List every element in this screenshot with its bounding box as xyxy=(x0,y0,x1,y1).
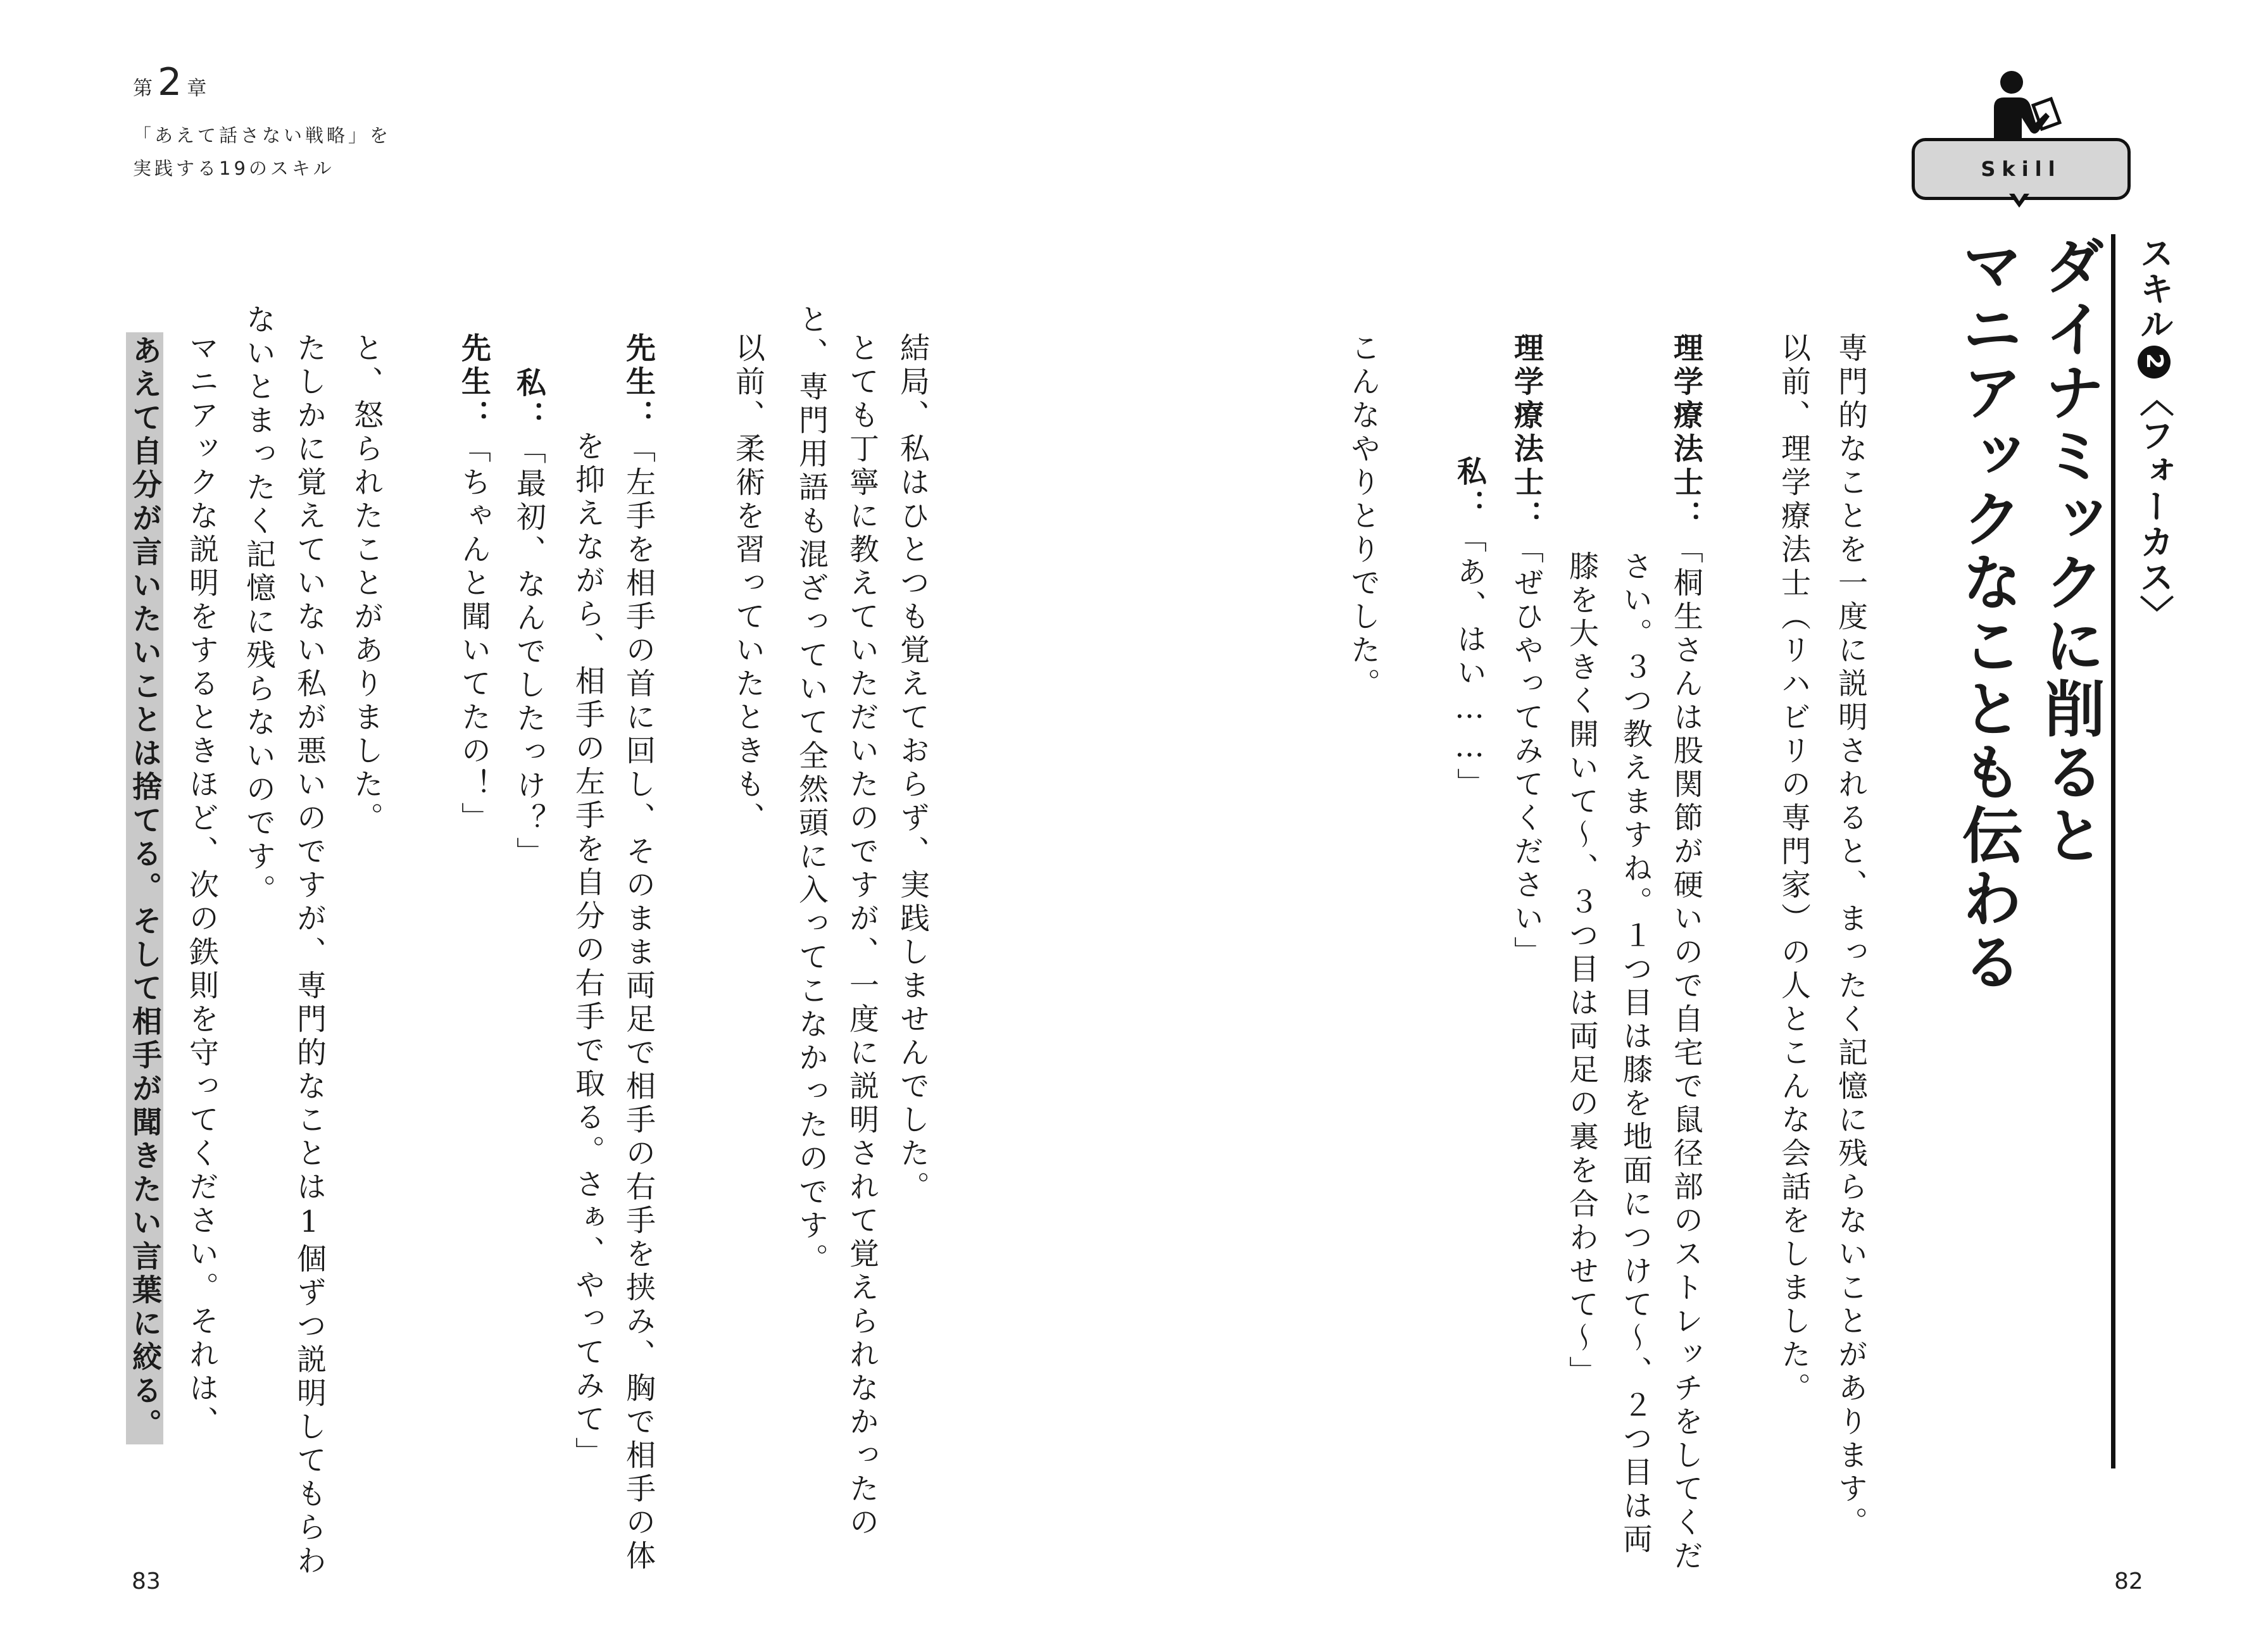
dialogue-teacher-1-cont: を抑えながら、相手の左手を自分の右手で取る。さぁ、やってみて」 xyxy=(570,430,605,1470)
paragraph-p8: マニアックな説明をするときほど、次の鉄則を守ってください。それは、 xyxy=(184,332,219,1439)
chapter-subtitle-line2: 実践する19のスキル xyxy=(133,158,335,179)
paragraph-p7-line1: たしかに覚えていない私が悪いのですが、専門的なことは1個ずつ説明してもらわ xyxy=(292,332,327,1579)
speaker-label: 先生： xyxy=(621,332,656,433)
skill-badge-tail-fill xyxy=(2014,192,2025,201)
dialogue-therapist-1-cont2: 膝を大きく開いて〜、３つ目は両足の裏を合わせて〜」 xyxy=(1564,551,1599,1389)
speaker-label: 理学療法士： xyxy=(1509,332,1544,534)
paragraph-p4-line2: とても丁寧に教えていただいたのですが、一度に説明されて覚えられなかったの xyxy=(844,332,879,1540)
speaker-label: 先生： xyxy=(456,332,491,433)
chapter-suffix: 章 xyxy=(187,77,208,100)
dialogue-therapist-1 xyxy=(1671,332,1701,1574)
speaker-label: 私： xyxy=(1452,456,1487,523)
speaker-label: 私： xyxy=(511,367,546,434)
dialogue-text: 「ちゃんと聞いてたの！」 xyxy=(456,433,491,836)
dialogue-therapist-2 xyxy=(1509,332,1544,970)
chapter-subtitle xyxy=(133,119,391,185)
skill-tag: 〈フォーカス〉 xyxy=(2134,382,2174,630)
dialogue-therapist-1-cont1: さい。３つ教えますね。１つ目は膝を地面につけて〜、２つ目は両 xyxy=(1618,551,1653,1557)
dialogue-text: 「最初、なんでしたっけ？」 xyxy=(511,434,546,870)
dialogue-teacher-1 xyxy=(621,332,656,1574)
skill-badge: Skill xyxy=(1912,138,2131,200)
paragraph-p5: 以前、柔術を習っていたときも、 xyxy=(730,332,765,836)
paragraph-p6: と、怒られたことがありました。 xyxy=(349,332,384,836)
chapter-label xyxy=(133,60,391,104)
paragraph-p7-line2: ないとまったく記憶に残らないのです。 xyxy=(241,304,276,908)
highlighted-rule: あえて自分が言いたいことは捨てる。そして相手が聞きたい言葉に絞る。 xyxy=(126,332,163,1444)
chapter-number: 2 xyxy=(158,60,184,104)
dialogue-text: 「左手を相手の首に回し、そのまま両足で相手の右手を挟み、胸で相手の体 xyxy=(621,433,656,1574)
paragraph-p4-line1: 結局、私はひとつも覚えておらず、実践しませんでした。 xyxy=(895,332,930,1205)
paragraph-p4-line3: と、専門用語も混ざっていて全然頭に入ってこなかったのです。 xyxy=(794,304,829,1277)
dialogue-text: 「あ、はい……」 xyxy=(1452,523,1487,801)
title-rule xyxy=(2111,234,2115,1468)
skill-label xyxy=(2130,235,2179,630)
paragraph-p3: こんなやりとりでした。 xyxy=(1346,332,1381,701)
dialogue-text: 「ぜひやってみてください」 xyxy=(1509,534,1544,970)
key-rule xyxy=(127,332,162,1444)
skill-prefix: スキル xyxy=(2134,235,2174,342)
dialogue-me xyxy=(511,367,546,870)
page-title-line1: ダイナミックに削ると xyxy=(2034,234,2105,867)
person-reading-icon xyxy=(1975,68,2064,143)
page-number-left: 83 xyxy=(132,1568,161,1594)
paragraph-p1: 専門的なことを一度に説明されると、まったく記憶に残らないことがあります。 xyxy=(1833,332,1868,1540)
chapter-subtitle-line1: 「あえて話さない戦略」を xyxy=(133,125,392,146)
speaker-label: 理学療法士： xyxy=(1669,332,1703,534)
dialogue-text: 「桐生さんは股関節が硬いので自宅で鼠径部のストレッチをしてくだ xyxy=(1669,534,1703,1574)
chapter-header xyxy=(133,60,392,185)
page-number-right: 82 xyxy=(2114,1568,2143,1594)
page-title-line2: マニアックなことも伝わる xyxy=(1952,234,2023,994)
chapter-prefix: 第 xyxy=(133,77,154,100)
dialogue-me-reply xyxy=(1452,456,1487,801)
paragraph-p2: 以前、理学療法士（リハビリの専門家）の人とこんな会話をしました。 xyxy=(1776,332,1811,1406)
skill-number-badge: 2 xyxy=(2138,346,2171,379)
dialogue-teacher-2 xyxy=(456,332,491,836)
